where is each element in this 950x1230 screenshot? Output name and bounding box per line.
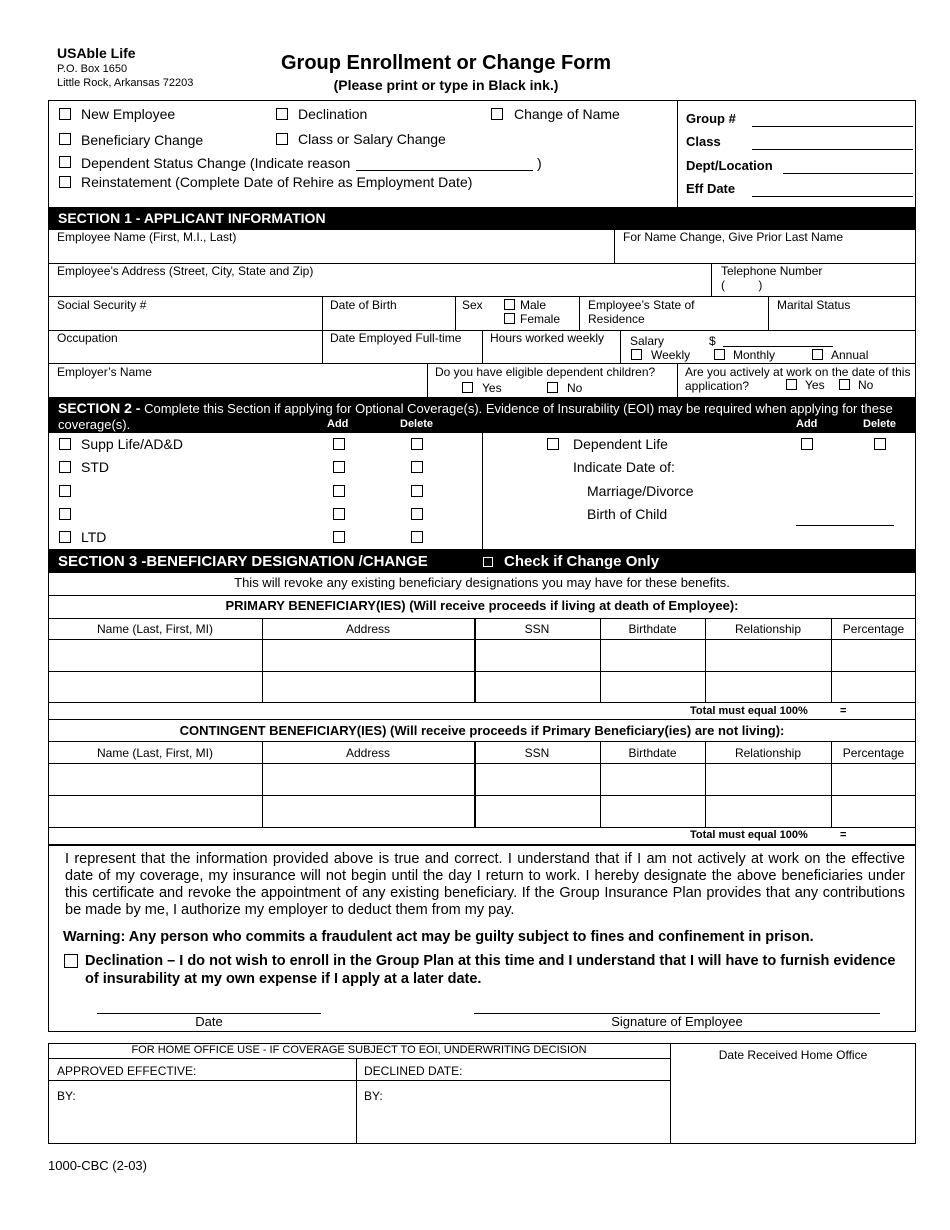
add-column-header: Add: [327, 418, 349, 430]
prior-last-name-label: For Name Change, Give Prior Last Name: [623, 230, 844, 244]
monthly-label: Monthly: [733, 348, 776, 362]
eff-date-label: Eff Date: [686, 181, 736, 196]
primary-col-relationship: Relationship: [734, 622, 802, 636]
coverage-checkbox-5[interactable]: [59, 531, 71, 543]
active-yes-checkbox[interactable]: [786, 379, 797, 390]
signature-label: Signature of Employee: [611, 1014, 743, 1029]
fraud-warning: Warning: Any person who commits a fraudulent act may be guilty subject to fines and confinement in prison.: [63, 929, 814, 945]
annual-label: Annual: [831, 348, 869, 362]
contingent-col-percentage: Percentage: [842, 746, 905, 760]
dep-children-no-label: No: [567, 381, 583, 395]
coverage-checkbox-4[interactable]: [59, 508, 71, 520]
coverage-delete-1[interactable]: [411, 438, 423, 450]
date-employed-label: Date Employed Full-time: [330, 331, 462, 345]
indicate-date-label: Indicate Date of:: [573, 459, 675, 475]
new-employee-checkbox[interactable]: [59, 108, 71, 120]
occupation-label: Occupation: [57, 331, 118, 345]
home-office-header: FOR HOME OFFICE USE - IF COVERAGE SUBJECT TO EOI, UNDERWRITING DECISION: [131, 1044, 587, 1056]
section2-description: Complete this Section if applying for Optional Coverage(s). Evidence of Insurability (EOI) may be required when applying for these coverage(s).: [58, 401, 893, 432]
form-subtitle: (Please print or type in Black ink.): [333, 77, 559, 93]
contingent-col-name: Name (Last, First, MI): [96, 746, 213, 760]
salary-dollar: $: [709, 334, 716, 348]
change-of-name-checkbox[interactable]: [491, 108, 503, 120]
contingent-col-ssn: SSN: [524, 746, 550, 760]
employer-name-label: Employer’s Name: [57, 365, 152, 379]
active-work-label: Are you actively at work on the date of this application?: [685, 365, 911, 393]
primary-col-percentage: Percentage: [842, 622, 905, 636]
coverage-checkbox-1[interactable]: [59, 438, 71, 450]
ssn-label: Social Security #: [57, 298, 147, 312]
beneficiary-change-label: Beneficiary Change: [81, 132, 204, 148]
group-field[interactable]: [752, 126, 913, 127]
reinstatement-checkbox[interactable]: [59, 176, 71, 188]
dependent-status-label: Dependent Status Change (Indicate reason: [81, 155, 351, 171]
class-field[interactable]: [752, 149, 913, 150]
dependent-life-checkbox[interactable]: [547, 438, 559, 450]
dep-add-column-header: Add: [796, 418, 818, 430]
coverage-delete-4[interactable]: [411, 508, 423, 520]
monthly-checkbox[interactable]: [714, 349, 725, 360]
telephone-label: Telephone Number: [721, 264, 823, 278]
reinstatement-label: Reinstatement (Complete Date of Rehire as Employment Date): [81, 174, 473, 190]
date-label: Date: [195, 1014, 223, 1029]
dependent-life-label: Dependent Life: [573, 436, 668, 452]
employee-name-label: Employee Name (First, M.I., Last): [57, 230, 237, 244]
salary-label: Salary: [630, 334, 665, 348]
class-salary-label: Class or Salary Change: [298, 131, 446, 147]
declaration-statement: I represent that the information provided above is true and correct. I understand that if I am not actively at work on the effective date of my coverage, my insurance will not begin until the day I return to work. I hereby designate the above beneficiaries under this certificate and revoke the appointment of any existing beneficiary. If the Group Insurance Plan provides that any contributions be made by me, I authorize my employer to deduct them from my pay.: [65, 851, 905, 918]
declined-date-label: DECLINED DATE:: [364, 1064, 463, 1078]
primary-beneficiary-header: PRIMARY BENEFICIARY(IES) (Will receive proceeds if living at death of Employee):: [225, 598, 739, 613]
coverage-delete-2[interactable]: [411, 461, 423, 473]
change-type-box: [48, 100, 916, 208]
sex-label: Sex: [462, 298, 483, 312]
section3-header: [48, 550, 916, 572]
coverage-add-1[interactable]: [333, 438, 345, 450]
coverage-checkbox-2[interactable]: [59, 461, 71, 473]
active-yes-label: Yes: [805, 378, 825, 392]
group-label: Group #: [686, 111, 736, 126]
form-title: Group Enrollment or Change Form: [280, 52, 611, 74]
coverage-label-1: Supp Life/AD&D: [81, 436, 183, 452]
telephone-area-code: ( ): [721, 278, 763, 292]
primary-col-ssn: SSN: [524, 622, 550, 636]
dependent-life-delete[interactable]: [874, 438, 886, 450]
date-received-label: Date Received Home Office: [718, 1048, 868, 1062]
class-salary-checkbox[interactable]: [276, 133, 288, 145]
contingent-col-birthdate: Birthdate: [628, 746, 677, 760]
coverage-add-2[interactable]: [333, 461, 345, 473]
section3-title: SECTION 3 -BENEFICIARY DESIGNATION /CHANGE: [58, 553, 428, 570]
primary-col-name: Name (Last, First, MI): [96, 622, 213, 636]
declination-checkbox[interactable]: [276, 108, 288, 120]
contingent-total-equals: =: [840, 829, 847, 841]
male-checkbox[interactable]: [504, 299, 515, 310]
dependent-reason-field[interactable]: [356, 170, 533, 171]
revoke-notice: This will revoke any existing beneficiary designations you may have for these benefits.: [234, 575, 730, 590]
dependent-status-checkbox[interactable]: [59, 156, 71, 168]
dep-children-no-checkbox[interactable]: [547, 382, 558, 393]
approved-effective-label: APPROVED EFFECTIVE:: [57, 1064, 197, 1078]
dependent-status-close: ): [537, 155, 542, 171]
coverage-delete-3[interactable]: [411, 485, 423, 497]
contingent-col-address: Address: [345, 746, 391, 760]
female-label: Female: [520, 312, 561, 326]
change-only-label: Check if Change Only: [504, 553, 660, 570]
contingent-col-relationship: Relationship: [734, 746, 802, 760]
beneficiary-change-checkbox[interactable]: [59, 133, 71, 145]
dep-delete-column-header: Delete: [863, 418, 897, 430]
coverage-delete-5[interactable]: [411, 531, 423, 543]
dependent-life-add[interactable]: [801, 438, 813, 450]
hours-weekly-label: Hours worked weekly: [490, 331, 605, 345]
change-of-name-label: Change of Name: [514, 106, 620, 122]
dept-field[interactable]: [783, 173, 913, 174]
eff-date-field[interactable]: [752, 196, 913, 197]
form-number: 1000-CBC (2-03): [48, 1158, 147, 1173]
primary-total-label: Total must equal 100%: [690, 705, 808, 717]
annual-checkbox[interactable]: [812, 349, 823, 360]
address-label: Employee’s Address (Street, City, State and Zip): [57, 264, 314, 278]
event-date-field[interactable]: [796, 525, 894, 526]
dep-children-yes-checkbox[interactable]: [462, 382, 473, 393]
coverage-add-5[interactable]: [333, 531, 345, 543]
active-no-label: No: [858, 378, 874, 392]
coverage-checkbox-3[interactable]: [59, 485, 71, 497]
marriage-divorce-label: Marriage/Divorce: [587, 483, 694, 499]
change-only-checkbox[interactable]: [483, 557, 493, 567]
section2-title: SECTION 2 -: [58, 400, 141, 416]
company-name: USAble Life: [57, 45, 136, 61]
birth-of-child-label: Birth of Child: [587, 506, 668, 522]
coverage-label-5: LTD: [81, 529, 107, 545]
declined-by-label: BY:: [364, 1089, 383, 1103]
approved-by-label: BY:: [57, 1089, 76, 1103]
male-label: Male: [520, 298, 547, 312]
po-box: P.O. Box 1650: [57, 63, 128, 75]
coverage-add-3[interactable]: [333, 485, 345, 497]
state-residence-label: Employee’s State of Residence: [588, 298, 695, 326]
salary-field[interactable]: [723, 346, 833, 347]
active-no-checkbox[interactable]: [839, 379, 850, 390]
contingent-total-label: Total must equal 100%: [690, 829, 808, 841]
company-city: Little Rock, Arkansas 72203: [57, 77, 194, 89]
dep-children-yes-label: Yes: [482, 381, 502, 395]
coverage-label-2: STD: [81, 459, 109, 475]
contingent-beneficiary-header: CONTINGENT BENEFICIARY(IES) (Will receive proceeds if Primary Beneficiary(ies) are not living):: [179, 723, 785, 738]
primary-col-birthdate: Birthdate: [628, 622, 677, 636]
delete-column-header: Delete: [400, 418, 434, 430]
declination-label: Declination: [298, 106, 368, 122]
primary-total-equals: =: [840, 705, 847, 717]
declination-statement: Declination – I do not wish to enroll in the Group Plan at this time and I understand that I will have to furnish evidence of insurability at my own expense if I apply at a later date.: [85, 953, 896, 987]
weekly-checkbox[interactable]: [631, 349, 642, 360]
dependent-children-label: Do you have eligible dependent children?: [435, 365, 656, 379]
declination-statement-checkbox[interactable]: [64, 954, 78, 968]
primary-col-address: Address: [345, 622, 391, 636]
new-employee-label: New Employee: [81, 106, 176, 122]
female-checkbox[interactable]: [504, 313, 515, 324]
section1-header: SECTION 1 - APPLICANT INFORMATION: [48, 208, 916, 229]
class-label: Class: [686, 134, 721, 149]
weekly-label: Weekly: [651, 348, 691, 362]
coverage-add-4[interactable]: [333, 508, 345, 520]
marital-status-label: Marital Status: [777, 298, 851, 312]
dob-label: Date of Birth: [330, 298, 397, 312]
dept-label: Dept/Location: [686, 158, 773, 173]
